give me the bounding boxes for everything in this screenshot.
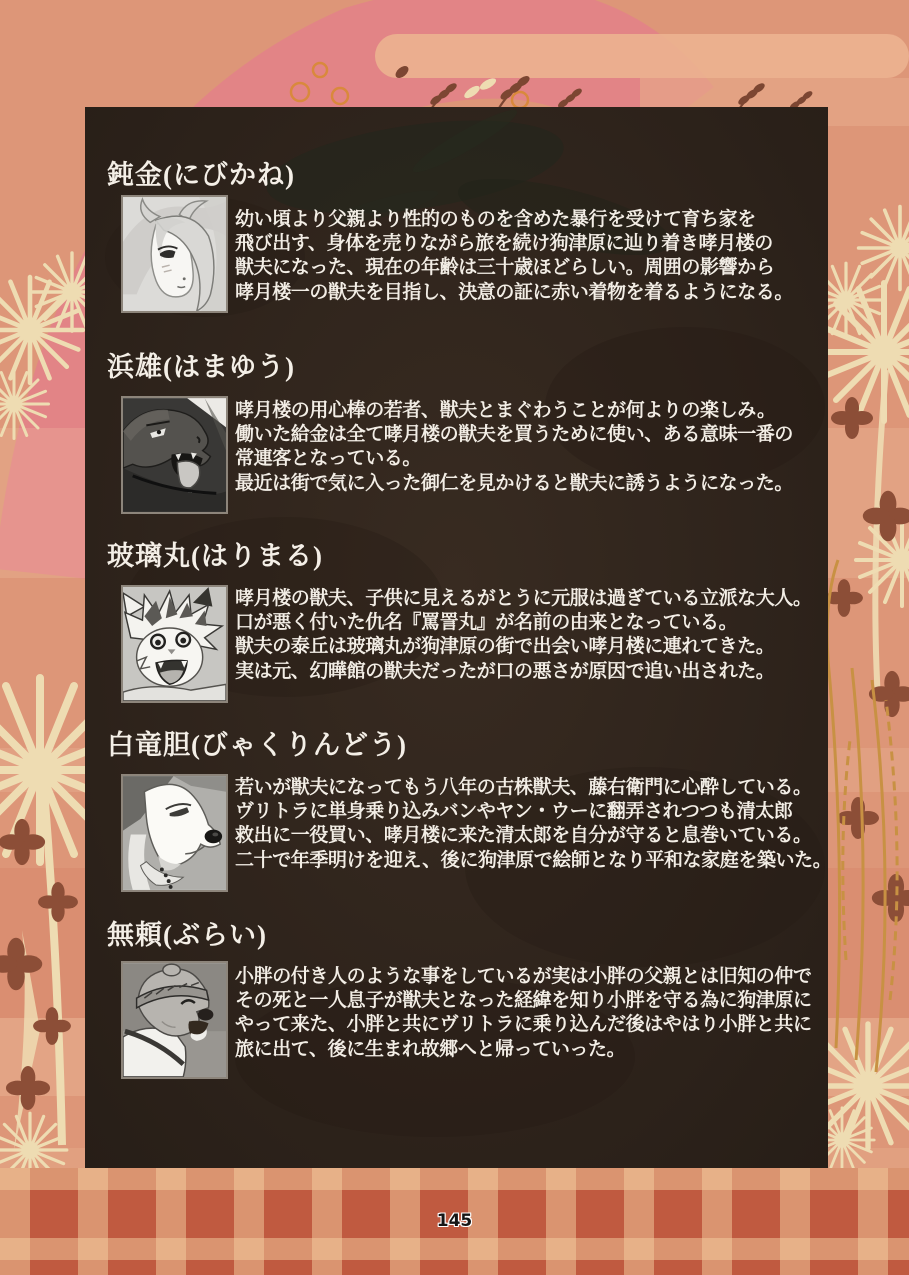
description-line: やって来た、小胖と共にヴリトラに乗り込んだ後はやはり小胖と共に (235, 1014, 812, 1036)
description-line: 哮月楼の獣夫、子供に見えるがとうに元服は過ぎている立派な大人。 (235, 588, 812, 609)
description-line: 哮月楼の用心棒の若者、獣夫とまぐわうことが何よりの楽しみ。 (235, 400, 776, 421)
character-profiles-panel (85, 107, 832, 1168)
description-line: 口が悪く付いた仇名『罵詈丸』が名前の由来となっている。 (235, 612, 738, 634)
character-description (235, 587, 835, 684)
page-number: 145 (436, 1211, 473, 1231)
description-line: ヴリトラに単身乗り込みバンやヤン・ウーに翻弄されつつも清太郎 (235, 801, 793, 823)
character-description (235, 208, 835, 305)
portrait-byakurindou (121, 774, 228, 892)
description-line: 救出に一役買い、哮月楼に来た清太郎を自分が守ると息巻いている。 (235, 825, 812, 847)
portrait-burai (121, 961, 228, 1079)
character-description (235, 399, 835, 496)
character-name: 白竜胆(びゃくりんどう) (107, 730, 407, 760)
description-line: 働いた給金は全て哮月楼の獣夫を買うために使い、ある意味一番の (235, 424, 794, 446)
description-line: 幼い頃より父親より性的のものを含めた暴行を受けて育ち家を (235, 209, 756, 230)
description-line: 獣夫になった、現在の年齢は三十歳ほどらしい。周囲の影響から (235, 257, 775, 279)
description-line: 若いが獣夫になってもう八年の古株獣夫、藤右衛門に心酔している。 (235, 777, 812, 798)
description-line: 最近は街で気に入った御仁を見かけると獣夫に誘うようになった。 (235, 472, 794, 494)
character-name: 無頼(ぶらい) (107, 920, 267, 950)
description-line: 小胖の付き人のような事をしているが実は小胖の父親とは旧知の仲で (235, 966, 812, 987)
portrait-nibikane (121, 195, 228, 313)
description-line: 飛び出す、身体を売りながら旅を続け狗津原に辿り着き哮月楼の (235, 233, 773, 255)
description-line: 獣夫の泰丘は玻璃丸が狗津原の街で出会い哮月楼に連れてきた。 (235, 636, 775, 658)
portrait-harimaru (121, 585, 228, 703)
description-line: 常連客となっている。 (235, 448, 422, 470)
description-line: 二十で年季明けを迎え、後に狗津原で絵師となり平和な家庭を築いた。 (235, 849, 832, 871)
character-description (235, 776, 835, 873)
description-line: 旅に出て、後に生まれ故郷へと帰っていった。 (235, 1038, 626, 1060)
character-name: 鈍金(にびかね) (107, 160, 295, 190)
portrait-hamayuu (121, 396, 228, 514)
character-name: 玻璃丸(はりまる) (107, 541, 323, 571)
character-description (235, 965, 835, 1062)
description-line: 哮月楼一の獣夫を目指し、決意の証に赤い着物を着るようになる。 (235, 281, 794, 303)
character-name: 浜雄(はまゆう) (107, 352, 295, 382)
description-line: 実は元、幻曄館の獣夫だったが口の悪さが原因で追い出された。 (235, 660, 775, 682)
description-line: その死と一人息子が獣夫となった経緯を知り小胖を守る為に狗津原に (235, 990, 812, 1012)
